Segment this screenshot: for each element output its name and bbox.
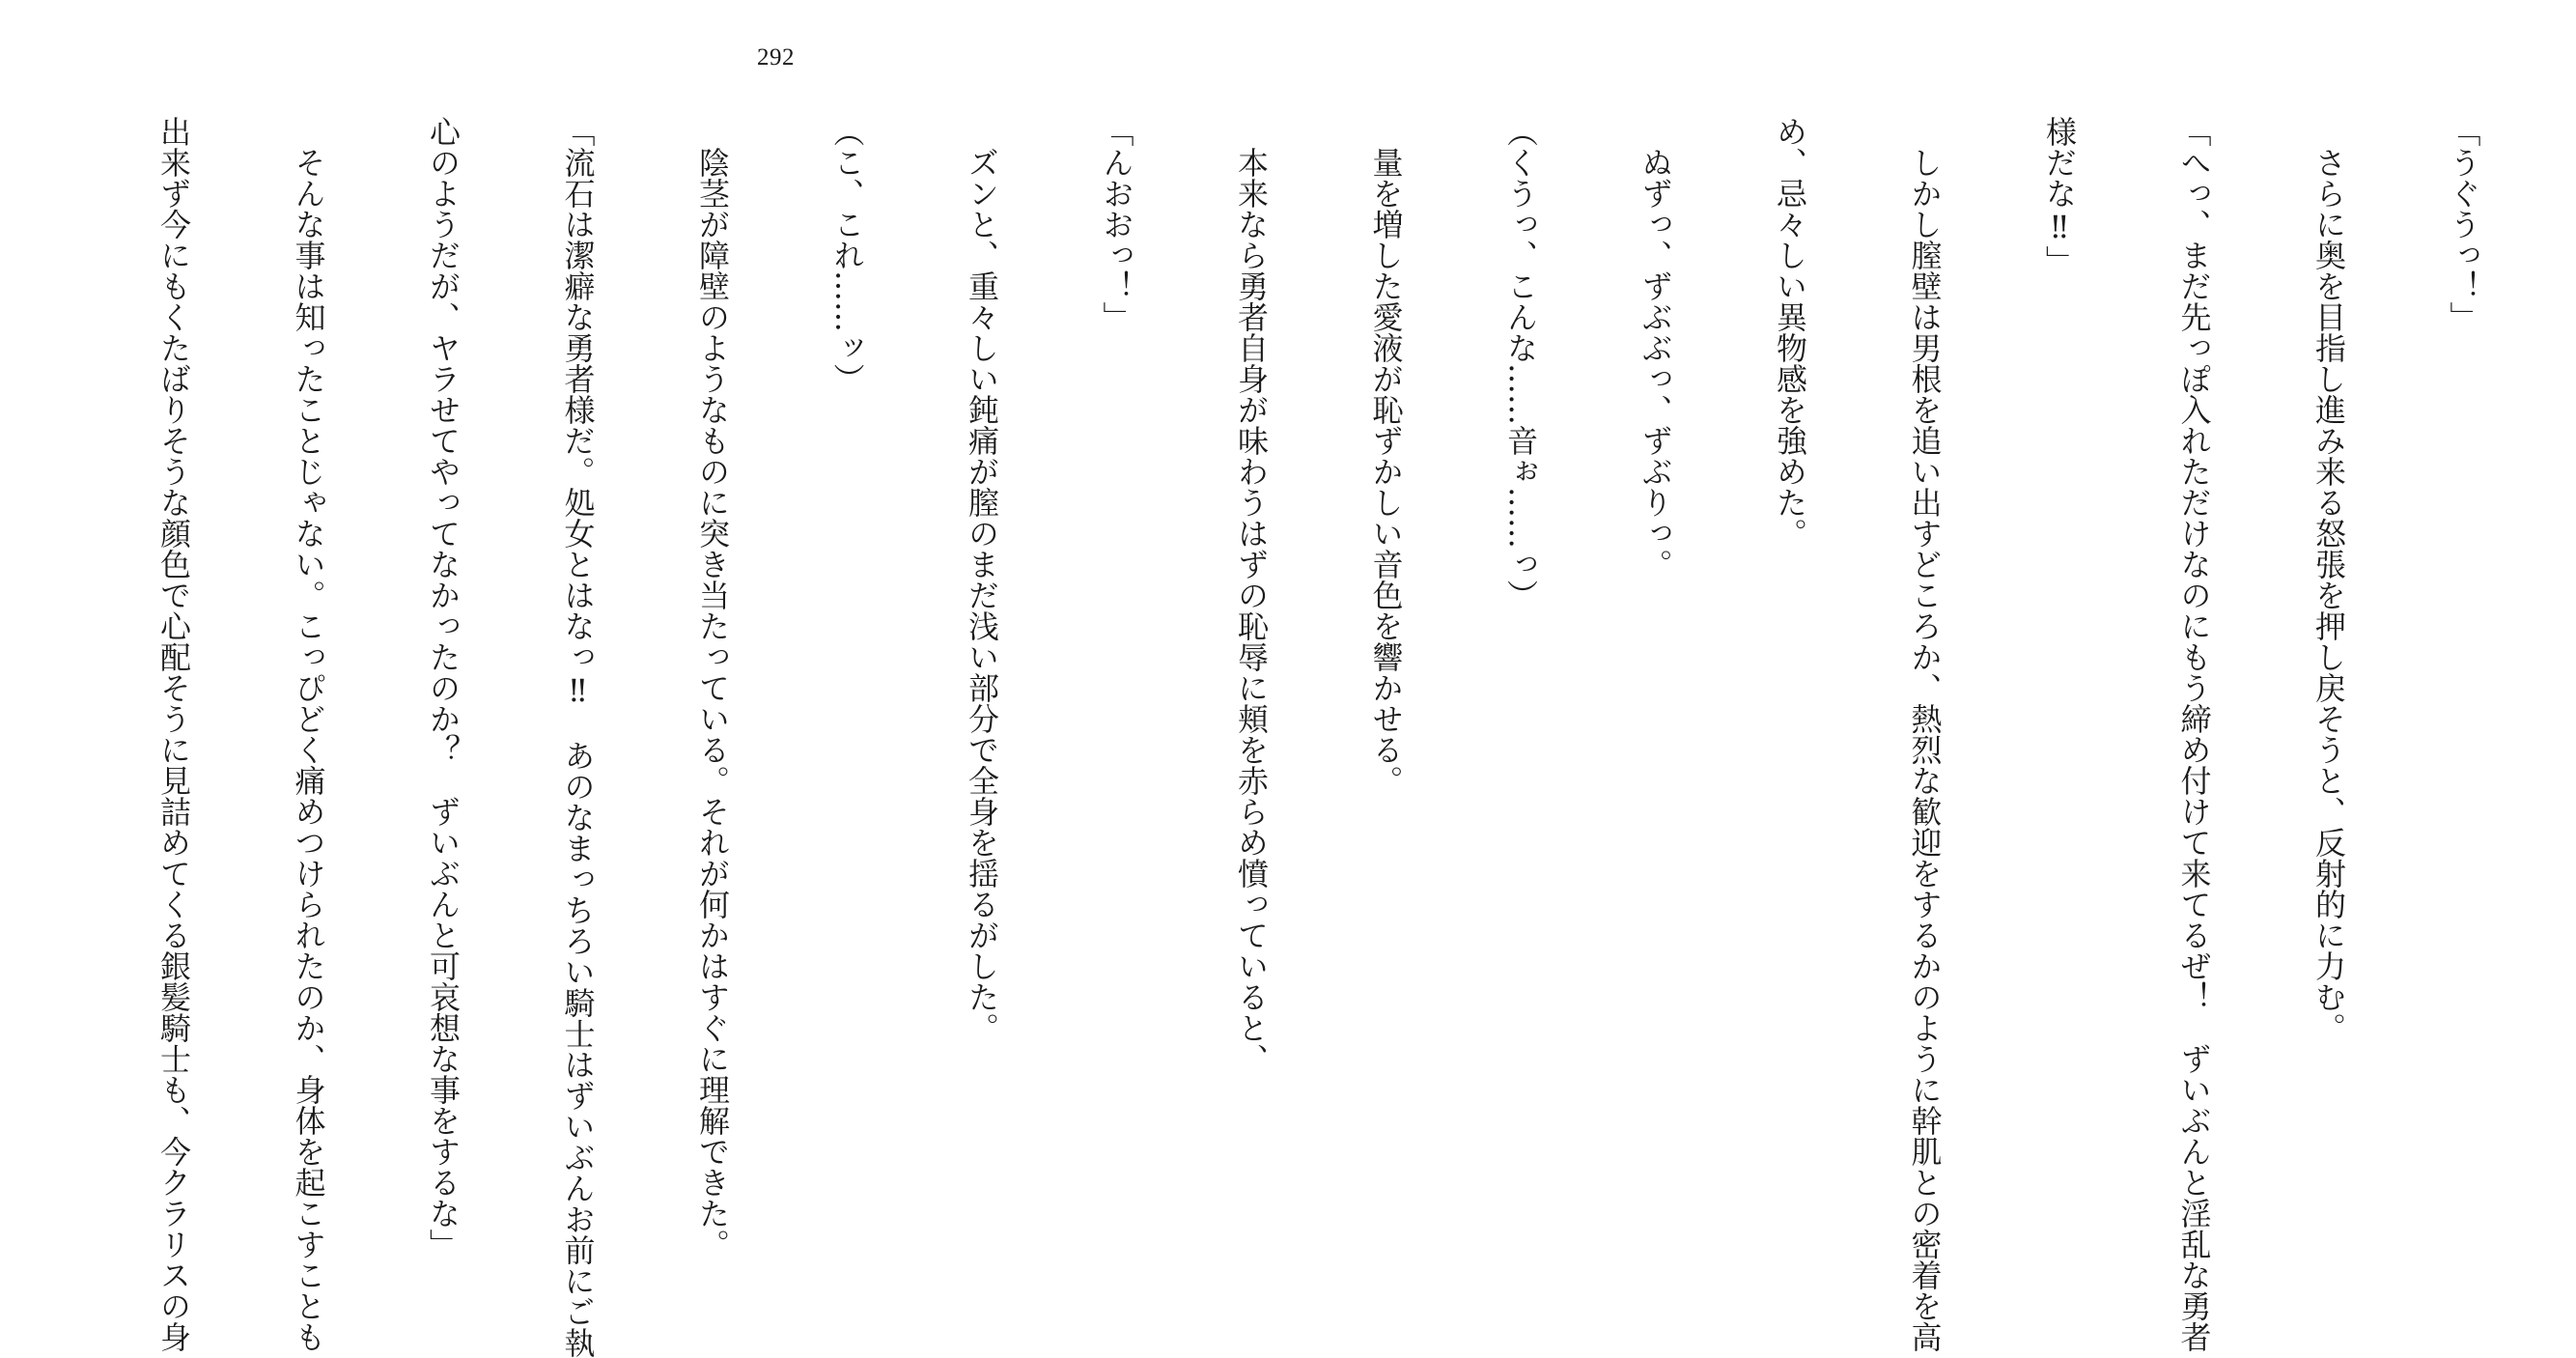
text-line: 出来ず今にもくたばりそうな顔色で心配そうに見詰めてくる銀髪騎士も、今クラリスの身 xyxy=(155,116,192,1352)
body-text xyxy=(106,116,2576,1358)
text-line: ズンと、重々しい鈍痛が膣のまだ浅い部分で全身を揺るがした。 xyxy=(964,116,1000,1043)
text-line: 「流石は潔癖な勇者様だ。処女とはなっ‼ あのなまっちろい騎士はずいぶんお前にご執 xyxy=(559,116,597,1358)
text-line: 量を増した愛液が恥ずかしい音色を響かせる。 xyxy=(1367,116,1405,796)
text-line: め、忌々しい異物感を強めた。 xyxy=(1772,116,1808,549)
text-line: しかし膣壁は男根を追い出すどころか、熱烈な歓迎をするかのように幹肌との密着を高 xyxy=(1906,116,1944,1352)
text-line: 本来なら勇者自身が味わうはずの恥辱に頬を赤らめ憤っていると、 xyxy=(1233,116,1270,1074)
text-line: さらに奥を目指し進み来る怒張を押し戻そうと、反射的に力む。 xyxy=(2310,116,2347,1043)
text-line: 心のようだが、ヤラせてやってなかったのか？ ずいぶんと可哀想な事をするな」 xyxy=(425,116,462,1259)
text-line: ぬずっ、ずぶぶっ、ずぶりっ。 xyxy=(1637,116,1674,580)
text-line: （こ、これ……ッ） xyxy=(828,116,866,394)
text-line: 「うぐうっ！」 xyxy=(2445,116,2482,332)
text-line: （くうっ、こんな……音ぉ……っ） xyxy=(1502,116,1539,610)
page-number: 292 xyxy=(757,44,795,71)
text-line: 「んおおっ！」 xyxy=(1098,116,1135,332)
text-line: 陰茎が障壁のようなものに突き当たっている。それが何かはすぐに理解できた。 xyxy=(694,116,731,1259)
text-line: 「へっ、まだ先っぽ入れただけなのにもう締め付けて来てるぜ！ ずいぶんと淫乱な勇者 xyxy=(2175,116,2213,1352)
text-line: そんな事は知ったことじゃない。こっぴどく痛めつけられたのか、身体を起こすことも xyxy=(290,116,327,1352)
text-line: 様だな‼」 xyxy=(2041,116,2078,276)
